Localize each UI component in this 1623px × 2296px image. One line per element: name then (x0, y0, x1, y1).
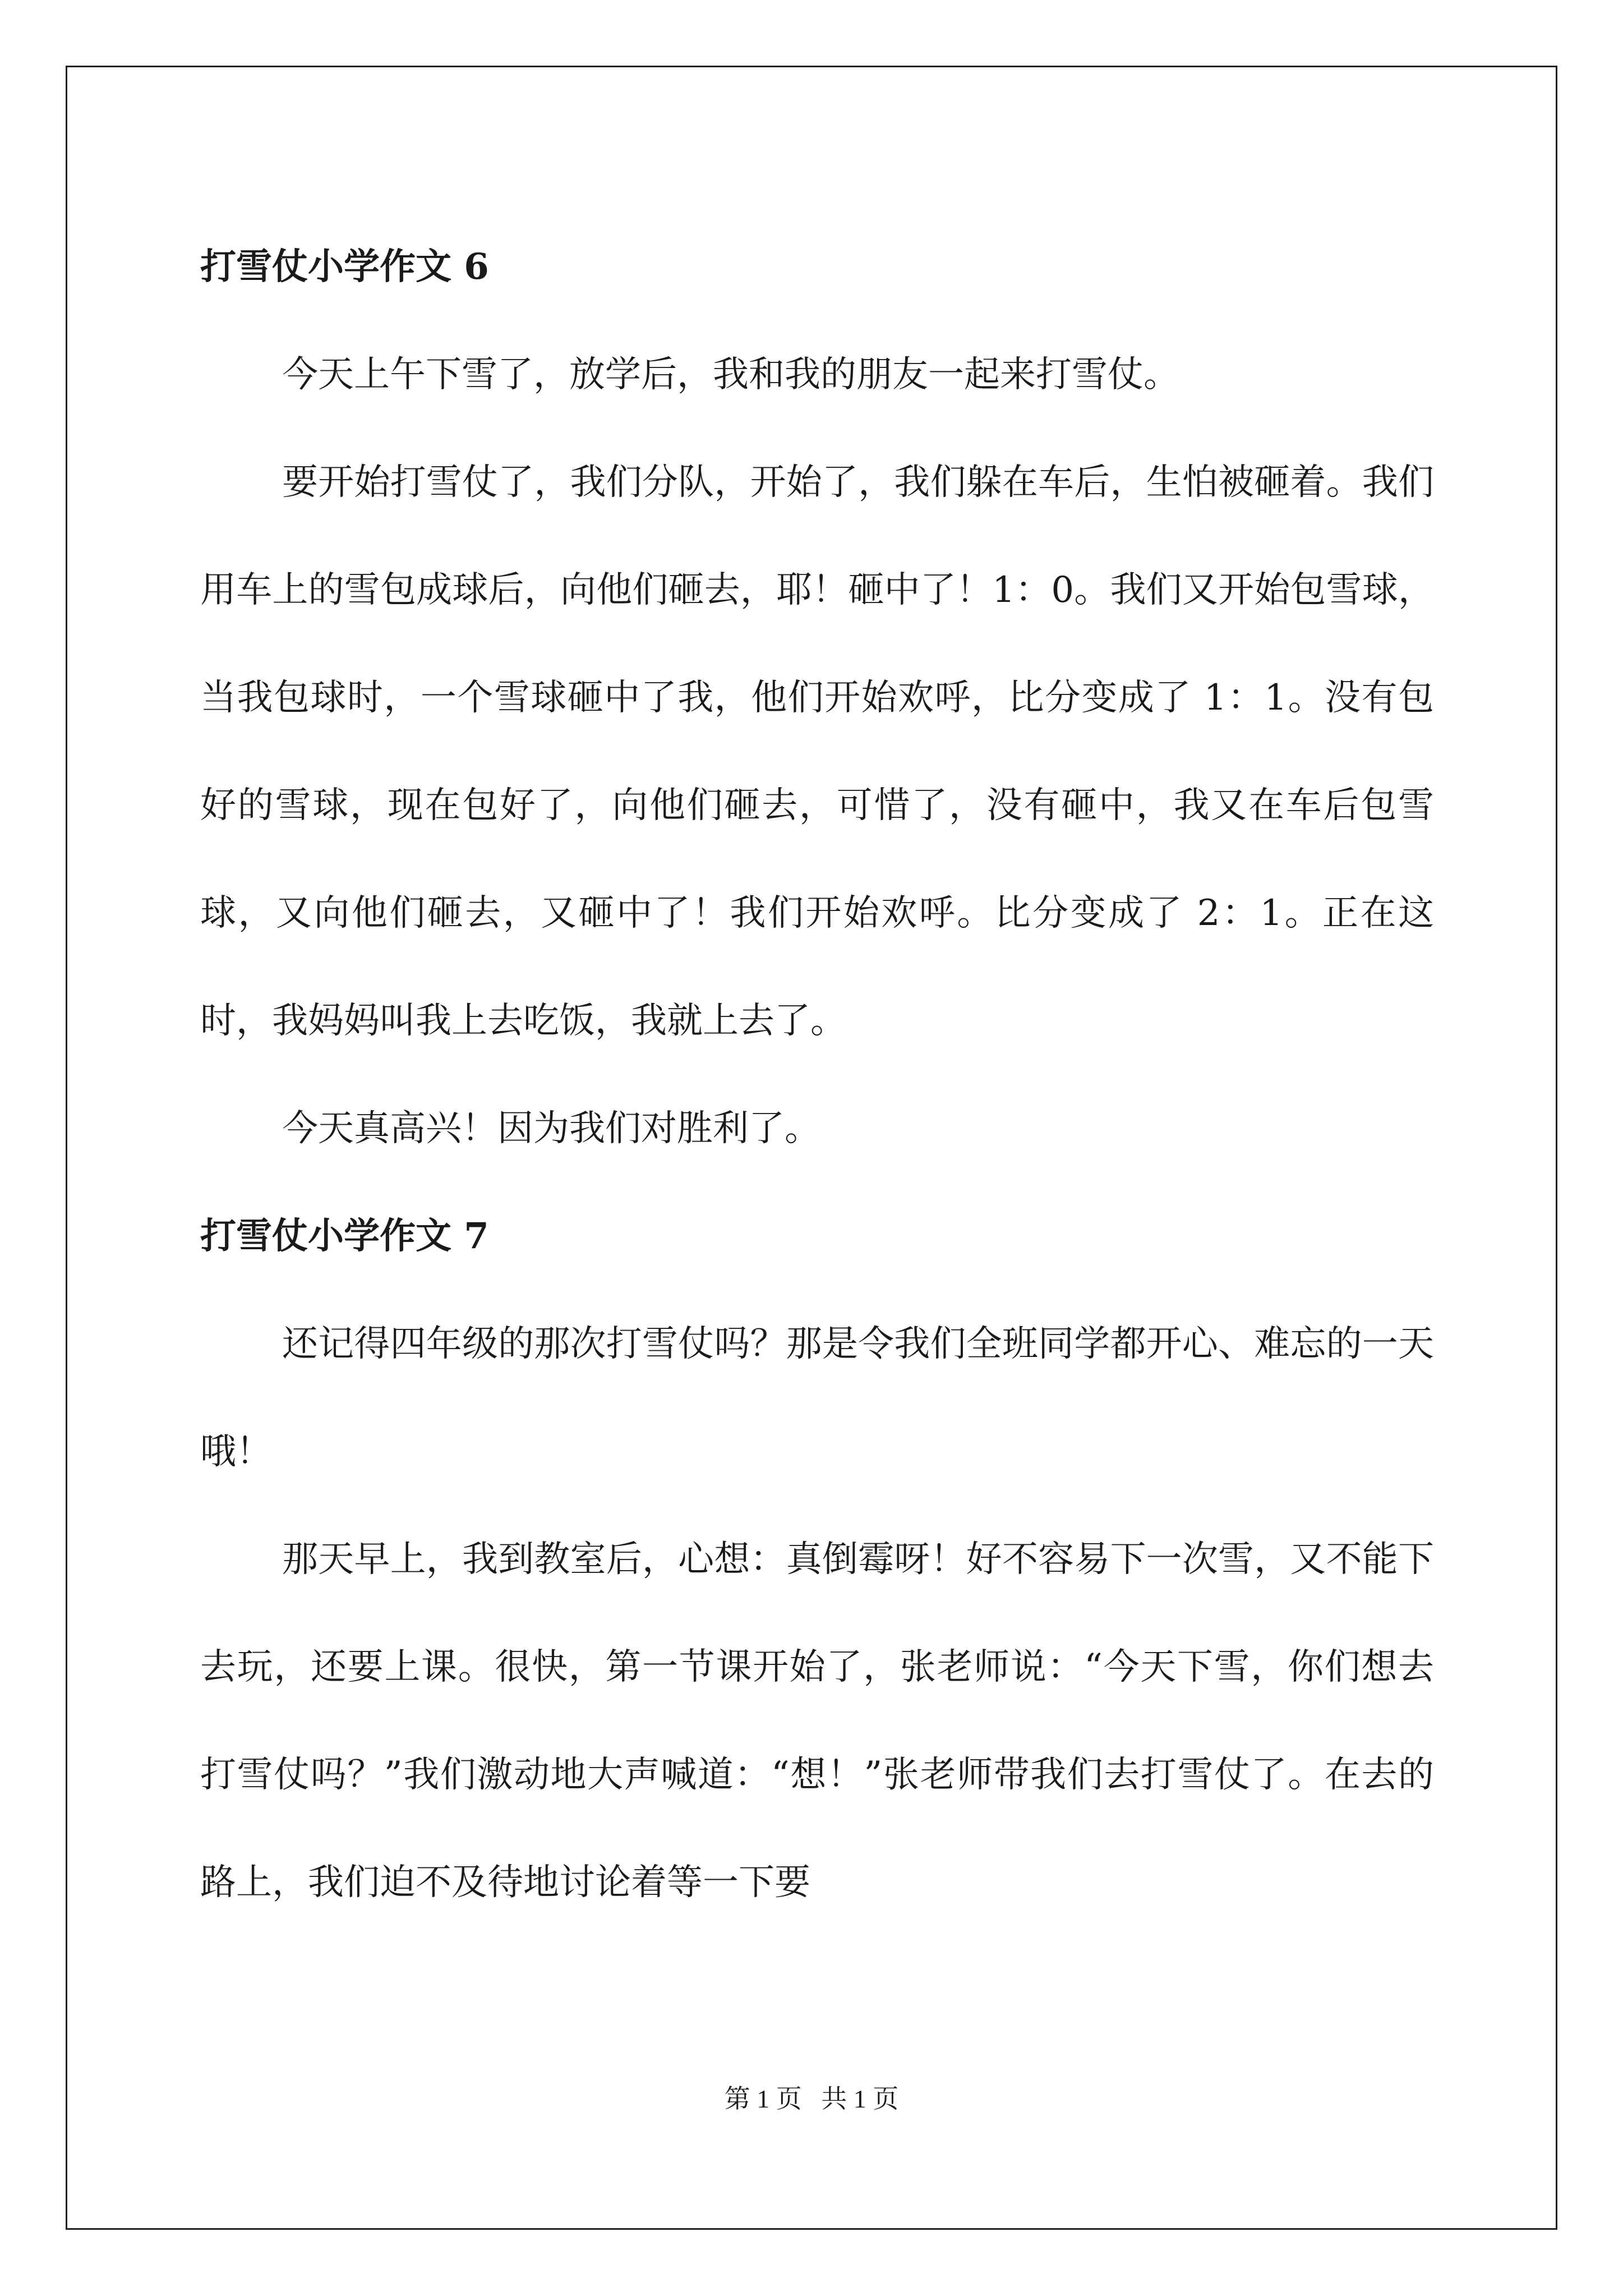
paragraph: 还记得四年级的那次打雪仗吗？那是令我们全班同学都开心、难忘的一天哦！ (200, 1323, 1434, 1473)
section-heading: 打雪仗小学作文 6 (200, 246, 489, 288)
paragraph: 那天早上，我到教室后，心想：真倒霉呀！好不容易下一次雪，又不能下去玩，还要上课。很快，第一节课开始了，张老师说：“今天下雪，你们想去打雪仗吗？”我们激动地大声喊道：“想！”张老师带我们去打雪仗了。在去的路上，我们迫不及待地讨论着等一下要 (200, 1539, 1434, 1903)
paragraph: 要开始打雪仗了，我们分队，开始了，我们躲在车后，生怕被砸着。我们用车上的雪包成球后，向他们砸去，耶！砸中了！1：0。我们又开始包雪球，当我包球时，一个雪球砸中了我，他们开始欢呼，比分变成了 1：1。没有包好的雪球，现在包好了，向他们砸去，可惜了，没有砸中，我又在车后包雪球，又向他们砸去，又砸中了！我们开始欢呼。比分变成了 2：1。正在这时，我妈妈叫我上去吃饭，我就上去了。 (200, 462, 1434, 1042)
paragraph: 今天真高兴！因为我们对胜利了。 (282, 1108, 820, 1149)
section-heading: 打雪仗小学作文 7 (200, 1215, 489, 1257)
paragraph: 今天上午下雪了，放学后，我和我的朋友一起来打雪仗。 (282, 354, 1179, 395)
document-body (200, 213, 1434, 1936)
page-number-footer: 第 1 页 共 1 页 (724, 2085, 899, 2113)
